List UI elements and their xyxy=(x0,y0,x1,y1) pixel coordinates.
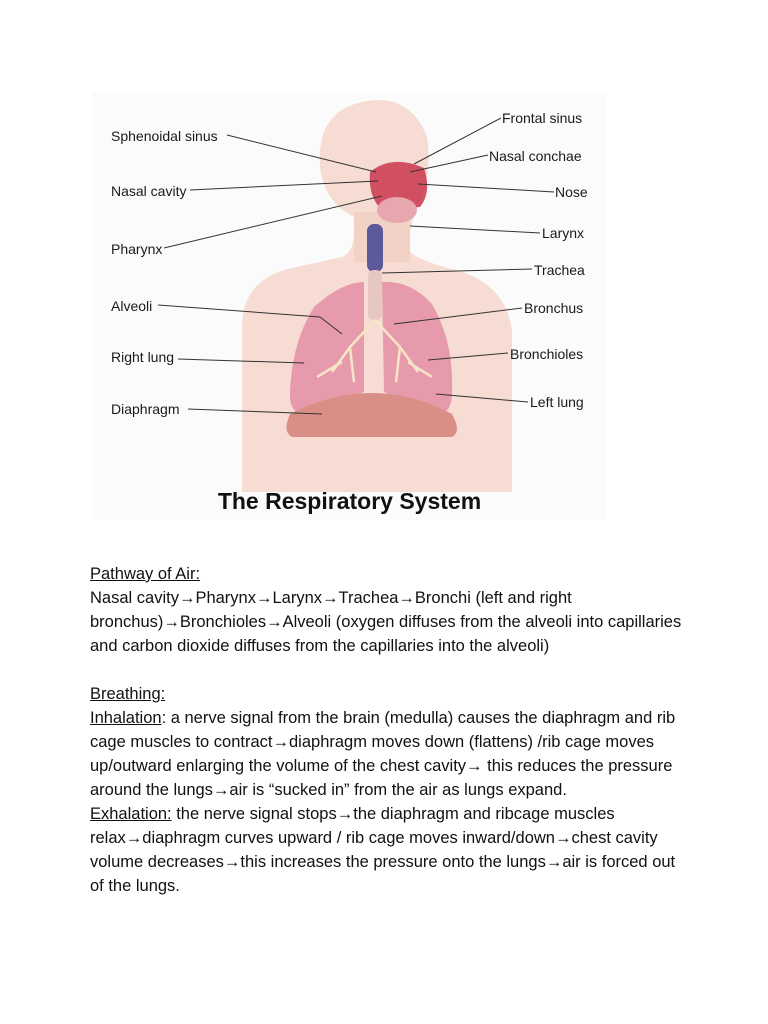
respiratory-system-figure xyxy=(92,92,607,520)
exhalation-paragraph xyxy=(90,802,690,898)
exhalation-term: Exhalation: xyxy=(90,805,172,823)
label-right-lung: Right lung xyxy=(111,349,175,365)
label-nose: Nose xyxy=(555,184,588,200)
trachea-shape xyxy=(367,224,383,272)
label-nasal-cavity: Nasal cavity xyxy=(111,183,187,199)
inhalation-paragraph xyxy=(90,706,690,802)
label-pharynx: Pharynx xyxy=(111,241,163,257)
trachea-lower xyxy=(368,270,382,320)
inhalation-text: : a nerve signal from the brain (medulla) causes the diaphragm and rib cage muscles to contract→diaphragm moves down (flattens) /rib cage moves up/outward enlarging the volume of the chest cavity→ this reduces the pressure around the lungs→air is “sucked in” from the air as lungs expand. xyxy=(90,709,676,799)
label-sphenoidal-sinus: Sphenoidal sinus xyxy=(111,128,218,144)
inhalation-term: Inhalation xyxy=(90,709,162,727)
label-trachea: Trachea xyxy=(534,262,585,278)
label-frontal-sinus: Frontal sinus xyxy=(502,110,583,126)
pathway-section xyxy=(90,562,690,658)
label-diaphragm: Diaphragm xyxy=(111,401,180,417)
breathing-section xyxy=(90,682,690,898)
exhalation-text: the nerve signal stops→the diaphragm and ribcage muscles relax→diaphragm curves upward / rib cage moves inward/down→chest cavity volume decreases→this increases the pressure onto the lungs→air is forced out of the lungs. xyxy=(90,805,676,895)
pathway-heading: Pathway of Air: xyxy=(90,565,201,583)
label-bronchioles: Bronchioles xyxy=(510,346,584,362)
label-bronchus: Bronchus xyxy=(524,300,584,316)
figure-title: The Respiratory System xyxy=(217,488,482,514)
label-alveoli: Alveoli xyxy=(111,298,153,314)
label-nasal-conchae: Nasal conchae xyxy=(489,148,582,164)
label-larynx: Larynx xyxy=(542,225,585,241)
label-left-lung: Left lung xyxy=(530,394,584,410)
pathway-body: Nasal cavity→Pharynx→Larynx→Trachea→Bronchi (left and right bronchus)→Bronchioles→Alveoli (oxygen diffuses from the alveoli into capillaries and carbon dioxide diffuses from the capillaries into the alveoli) xyxy=(90,589,682,655)
mouth-region xyxy=(377,197,417,223)
breathing-heading: Breathing: xyxy=(90,685,166,703)
